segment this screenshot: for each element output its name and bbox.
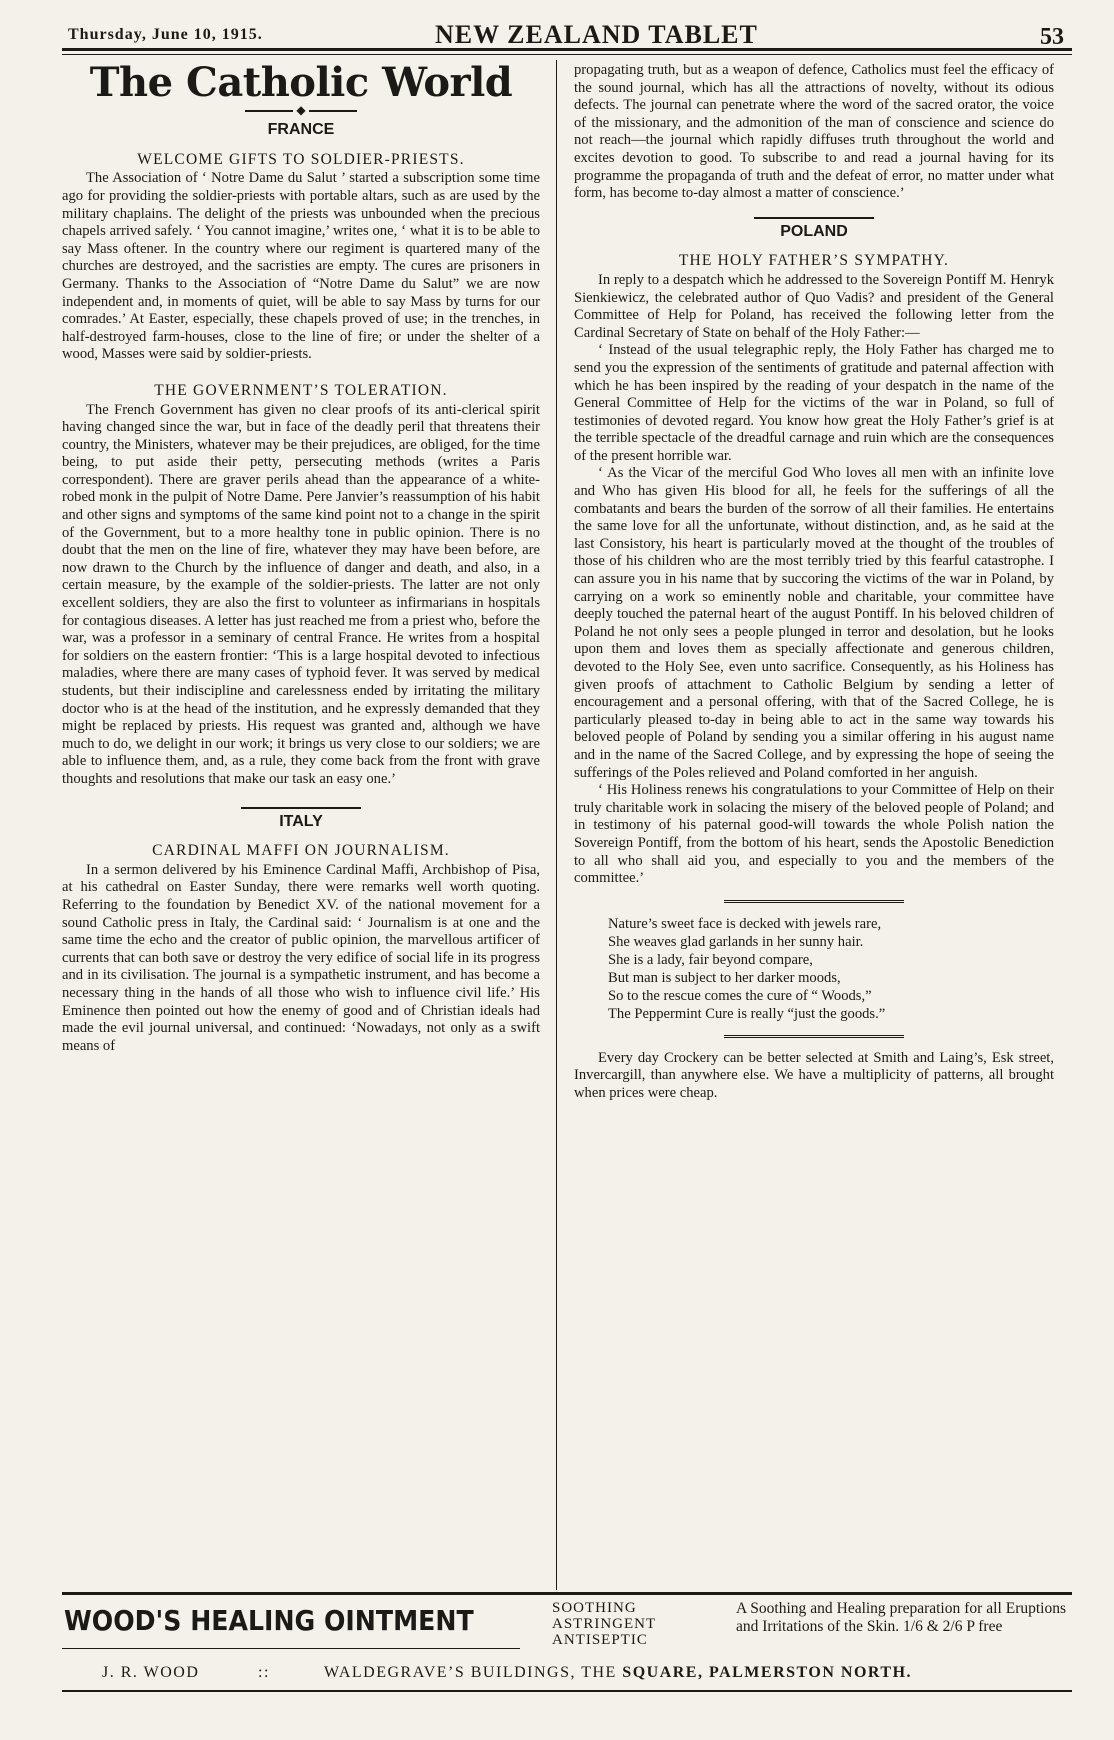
poland-heading: POLAND: [780, 222, 848, 240]
crockery-notice: Every day Crockery can be better selected at Smith and Laing’s, Esk street, Invercargill, than anywhere else. We have a multiplicity of patterns, all brought when prices were cheap.: [574, 1049, 1054, 1101]
section-rule: [241, 807, 361, 809]
section-rule: [754, 217, 874, 219]
advert-address-part: WALDEGRAVE’S BUILDINGS, THE: [324, 1664, 617, 1681]
article-body-journalism: In a sermon delivered by his Eminence Cardinal Maffi, Archbishop of Pisa, at his cathedral on Easter Sunday, there were remarks well worth quoting. Referring to the foundation by Benedict XV. of the national movement for a sound Catholic press in Italy, the Cardinal said: ‘ Journalism is at one and the same time the echo and the creator of public opinion, the marvellous artificer of currents that can both save or destroy the very edifice of social life in its progress and in its civilisation. The journal is a sympathetic instrument, and has become a necessary thing in the hands of all those who wish to influence civil life.’ His Eminence then pointed out how the enemy of good and of Christian ideals had made the evil journal universal, and continued: ‘Nowadays, not only as a swift means of: [62, 861, 540, 1054]
advert-proprietor: J. R. WOOD: [102, 1664, 200, 1681]
france-heading: FRANCE: [267, 121, 335, 139]
newspaper-title: NEW ZEALAND TABLET: [435, 20, 758, 49]
advert-property: SOOTHING: [552, 1600, 637, 1616]
poem-line: She weaves glad garlands in her sunny hair.: [608, 933, 864, 950]
section-title: The Catholic World: [89, 59, 513, 106]
advert-rule: [62, 1690, 1072, 1692]
article-title-journalism: CARDINAL MAFFI ON JOURNALISM.: [152, 842, 450, 860]
masthead-rule: [62, 48, 1072, 51]
article-title-soldier-priests: WELCOME GIFTS TO SOLDIER-PRIESTS.: [137, 150, 465, 168]
issue-date: Thursday, June 10, 1915.: [68, 26, 263, 43]
advert-property: ASTRINGENT: [552, 1616, 657, 1632]
poem-line: The Peppermint Cure is really “just the goods.”: [608, 1005, 886, 1022]
poem-line: Nature’s sweet face is decked with jewels rare,: [608, 915, 882, 932]
double-rule: [724, 900, 904, 903]
page-number: 53: [1040, 24, 1064, 50]
advert-poem: [608, 915, 1054, 1023]
column-divider: [556, 60, 557, 1590]
article-continuation-journalism: propagating truth, but as a weapon of defence, Catholics must feel the efficacy of the sound journal, which has all the attractions of novelty, without its odious defects. The journal can penetrate where the word of the sacred orator, the voice of the missionary, and the admonition of the man of conscience and science do not reach—the journal which rapidly diffuses truth throughout the world and excites devotion to good. To subscribe to and read a journal having for its programme the propaganda of truth and the defeat of error, no matter under what form, has become to-day almost a matter of conscience.’: [574, 62, 1054, 202]
advert-separator: ::: [258, 1664, 270, 1681]
poem-line: She is a lady, fair beyond compare,: [608, 951, 813, 968]
article-body-soldier-priests: The Association of ‘ Notre Dame du Salut ’ started a subscription some time ago for providing the soldier-priests with portable altars, such as are used by the military chaplains. The delight of the priests was unbounded when the precious chapels arrived safely. ‘ You cannot imagine,’ writes one, ‘ what it is to be able to say Mass oftener. In the country where our regiment is quartered many of the churches are destroyed, and the sacristies are empty. The cures are prisoners in Germany. Thanks to the Association of “Notre Dame du Salut” we are now independent and, in moments of quiet, will be able to say Mass by turns for our comrades.’ At Easter, especially, these chapels proved of use; in the trenches, in half-destroyed farm-houses, close to the line of fire; or under the shelter of a wood, Masses were said by soldier-priests.: [62, 170, 540, 363]
article-paragraph: ‘ Instead of the usual telegraphic reply, the Holy Father has charged me to send you the expression of the sentiments of gratitude and paternal affection with which he has been inspired by the reading of your despatch in the name of the General Committee of Help for the victims of the war in Poland, so full of testimonies of devoted regard. You know how great the Holy Father’s grief is at the terrible spectacle of the dreadful carnage and ruin which are the consequences of the present horrible war.: [574, 342, 1054, 464]
advert-properties: [552, 1600, 656, 1648]
double-rule: [724, 1035, 904, 1038]
article-title-holy-father: THE HOLY FATHER’S SYMPATHY.: [678, 252, 950, 270]
poem-line: But man is subject to her darker moods,: [608, 969, 841, 986]
advert-address-part: SQUARE, PALMERSTON NORTH.: [622, 1664, 913, 1681]
article-body-toleration: The French Government has given no clear proofs of its anti-clerical spirit having changed since the war, but in face of the deadly peril that threatens their country, the Ministers, whatever may be their prejudices, are obliged, for the time being, to put aside their petty, persecuting methods (writes a Paris correspondent). There are graver perils ahead than the appearance of a white-robed monk in the pulpit of Notre Dame. Pere Janvier’s reassumption of his habit and other signs and symptoms of the same kind point not to a change in the spirit of the Government, but to a more healthy tone in public opinion. There is no doubt that the men on the line of fire, whatever they may have been before, are now drawn to the Church by the influence of danger and death, and also, in a certain measure, by the example of the soldier-priests. The latter are not only excellent soldiers, they are also the first to volunteer as infirmarians in hospitals for contagious diseases. A letter has just reached me from a priest who, before the war, was a professor in a seminary of central France. He writes from a hospital for soldiers on the eastern frontier: ‘This is a large hospital devoted to infectious maladies, where there are many cases of typhoid fever. It was served by medical students, but their indiscipline and carelessness ended by irritating the military doctor who is at the head of the institution, and he expressly demanded that they might be replaced by priests. His request was granted and, although we have much to do, we delight in our work; it brings us very close to our soldiers; we are able to influence them, and, as a rule, they come back from the front with grave thoughts and resolutions that make our task an easy one.’: [62, 401, 540, 787]
poem-line: So to the rescue comes the cure of “ Woods,”: [608, 987, 872, 1004]
right-column: [574, 62, 1054, 1103]
ornament-divider: ◆: [62, 102, 540, 120]
advert-rule: [62, 1592, 1072, 1595]
masthead-rule-thin: [62, 54, 1072, 55]
article-title-toleration: THE GOVERNMENT’S TOLERATION.: [154, 381, 448, 399]
advert-address: [324, 1664, 912, 1682]
left-column: [62, 59, 540, 1055]
italy-heading: ITALY: [279, 812, 323, 830]
article-intro-holy-father: In reply to a despatch which he addressed to the Sovereign Pontiff M. Henryk Sienkiewicz, the celebrated author of Quo Vadis? and president of the General Committee of Help for Poland, has received the following letter from the Cardinal Secretary of State on behalf of the Holy Father:—: [574, 271, 1054, 341]
article-paragraph: ‘ As the Vicar of the merciful God Who loves all men with an infinite love and Who has given His blood for all, he feels for the sufferings of all the combatants and bears the burden of the sorrow of all their families. He entertains the same love for all the unfortunate, without distinction, and, as he said at the last Consistory, his heart is particularly moved at the thought of the troubles of those of his children who are the most terribly tried by this fearful catastrophe. I can assure you in his name that by succoring the victims of the war in Poland, by carrying on a work so eminently noble and charitable, your committee have deeply touched the paternal heart of the august Pontiff. In his beloved children of Poland he not only sees a people plunged in terror and desolation, but he looks upon them and loves them as specially affectionate and generous children, devoted to the Holy See, even unto sacrifice. Consequently, as his Holiness has given proofs of attachment to Catholic Belgium by sending a letter of encouragement and a personal offering, with that of the Sacred College, he is particularly pleased to-day in being able to act in the same way towards his beloved people of Poland by sending you a similar offering in his august name and in the name of the Sacred College, and by expressing the hope of seeing the sufferings of the Poles relieved and Poland comforted in her anguish.: [574, 465, 1054, 781]
article-paragraph: ‘ His Holiness renews his congratulations to your Committee of Help on their truly charitable work in solacing the misery of the beloved people of Poland; and in testimony of his paternal good-will towards the whole Polish nation the Sovereign Pontiff, from the bottom of his heart, sends the Apostolic Benediction to all who shall aid you, and especially to you and the members of the committee.’: [574, 782, 1054, 887]
advert-rule: [62, 1648, 520, 1649]
advert-product-name: WOOD'S HEALING OINTMENT: [64, 1604, 474, 1637]
masthead: [60, 18, 1074, 48]
advert-description: A Soothing and Healing preparation for all Eruptions and Irritations of the Skin. 1/6 & 2/6 P free: [736, 1600, 1066, 1635]
advert-property: ANTISEPTIC: [552, 1632, 648, 1648]
